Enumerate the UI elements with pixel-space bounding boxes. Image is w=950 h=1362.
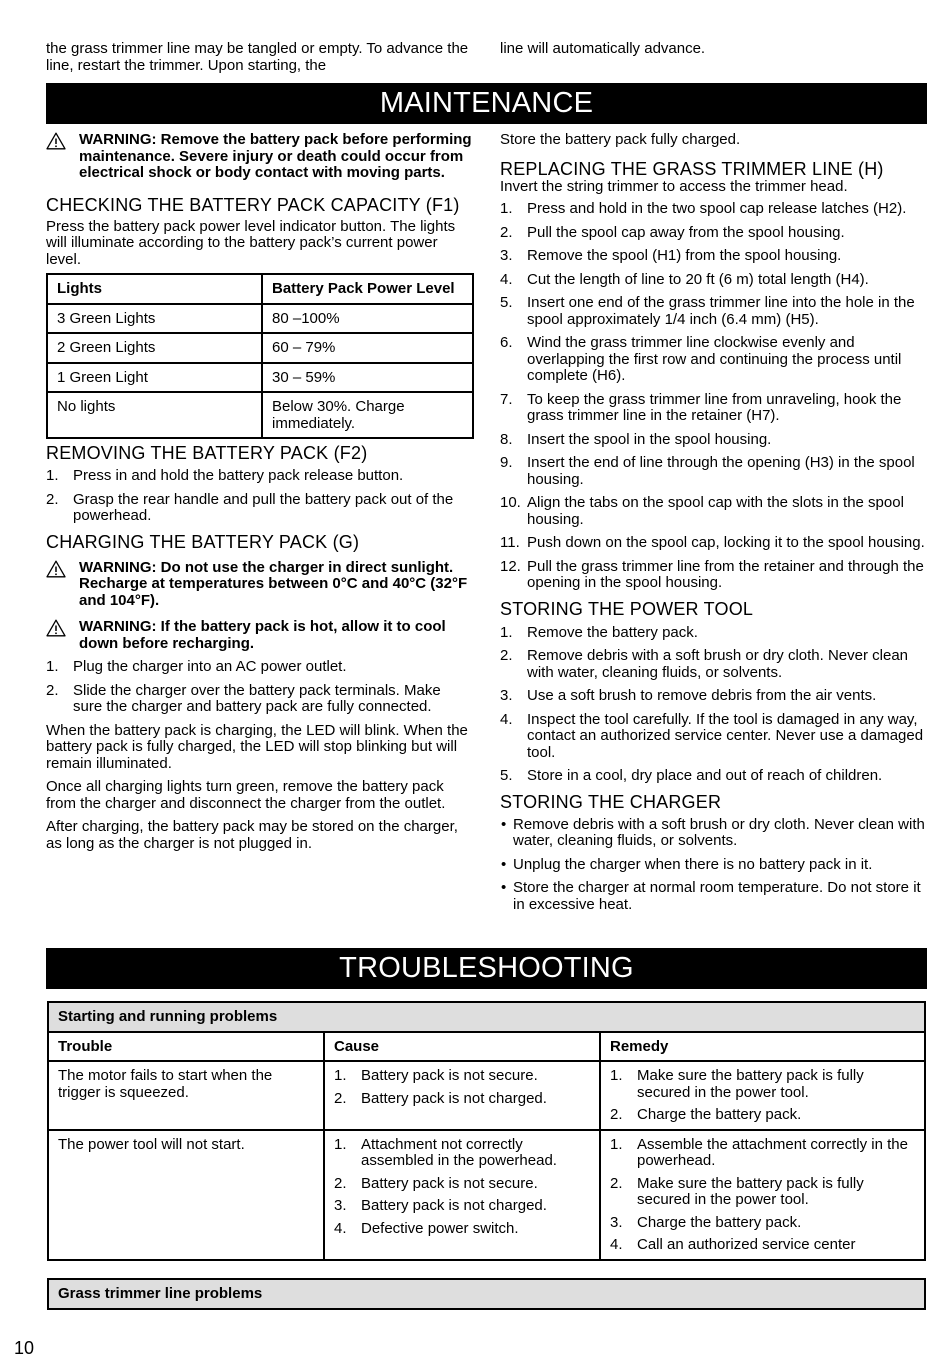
step-text: Wind the grass trimmer line clockwise evenly and overlapping the first row and continuing the process until complete (H6). [527,334,902,384]
step-number: 1. [334,1067,347,1084]
step-text: Battery pack is not charged. [361,1089,547,1107]
checking-capacity-text: Press the battery pack power level indicator button. The lights will illuminate according to the battery pack’s current power level. [46,217,456,268]
step-number: 2. [610,1106,623,1123]
step-number: 2. [500,647,513,664]
step-text: Grasp the rear handle and pull the battery pack out of the powerhead. [73,490,454,524]
step-text: Remove the spool (H1) from the spool housing. [527,247,842,264]
list-item [500,248,928,265]
step-text: Make sure the battery pack is fully secured in the power tool. [637,1067,864,1101]
list-item [500,335,928,385]
charging-complete-paragraph: Once all charging lights turn green, remove the battery pack from the charger and disconnect the charger from the outlet. [46,778,446,812]
step-text: Make sure the battery pack is fully secured in the power tool. [637,1174,864,1208]
list-item [500,535,928,552]
step-text: Press in and hold the battery pack release button. [73,467,404,484]
step-number: 1. [500,623,513,641]
list-item [610,1176,915,1209]
step-text: Inspect the tool carefully. If the tool is damaged in any way, contact an authorized service center. Never use a damaged tool. [527,710,924,761]
step-number: 2. [500,223,513,241]
list-item [334,1221,590,1238]
step-number: 1. [46,467,59,484]
warning-icon [46,132,66,150]
list-item [500,455,928,488]
step-number: 4. [334,1219,347,1237]
list-item [500,712,928,762]
trouble-cell: The power tool will not start. [48,1130,324,1260]
store-charged-text: Store the battery pack fully charged. [500,131,741,148]
step-text: Charge the battery pack. [637,1106,802,1123]
list-item: • Unplug the charger when there is no battery pack in it. [500,857,928,874]
charging-led-paragraph: When the battery pack is charging, the LED will blink. When the battery pack is fully charged, the LED will stop blinking but will remain illuminated. [46,721,468,772]
step-number: 3. [500,687,513,704]
maintenance-right-column [500,132,928,920]
warning-icon [46,619,66,637]
remedy-list [610,1068,915,1124]
column-header-remedy: Remedy [600,1032,925,1062]
step-text: Remove debris with a soft brush or dry cloth. Never clean with water, cleaning fluids, or solvents. [527,647,908,681]
step-text: Assemble the attachment correctly in the powerhead. [637,1135,908,1169]
replacing-line-heading: REPLACING THE GRASS TRIMMER LINE (H) [500,158,884,179]
list-item [500,495,928,528]
line-problems-table [47,1278,926,1310]
list-item [500,625,928,642]
list-item [500,768,928,785]
storing-tool-steps [500,625,928,785]
step-text: Store in a cool, dry place and out of reach of children. [527,767,883,784]
table-header-row [47,274,473,304]
list-item [334,1137,590,1170]
table-row [47,333,473,363]
table-row [47,304,473,334]
list-item [500,295,928,328]
step-number: 7. [500,390,513,408]
column-header-trouble: Trouble [48,1032,324,1062]
table-row [48,1061,925,1130]
step-text: Insert one end of the grass trimmer line into the hole in the spool approximately 1/4 inch (6.4 mm) (H5). [527,294,915,328]
step-number: 4. [500,270,513,288]
remedy-cell [600,1061,925,1130]
charging-battery-heading: CHARGING THE BATTERY PACK (G) [46,531,360,552]
list-item [610,1107,915,1124]
replacing-line-steps [500,201,928,592]
step-number: 4. [500,710,513,728]
table-title-row [48,1002,925,1032]
step-number: 1. [610,1067,623,1084]
step-number: 5. [500,767,513,784]
list-item [334,1091,590,1108]
cause-cell [324,1061,600,1130]
list-item [500,559,928,592]
list-item [610,1215,915,1232]
step-number: 5. [500,294,513,311]
table-row [47,363,473,393]
checking-capacity-heading: CHECKING THE BATTERY PACK CAPACITY (F1) [46,194,460,215]
list-item: • Store the charger at normal room temperature. Do not store it in excessive heat. [500,880,928,913]
step-number: 9. [500,454,513,471]
table-cell-level: 60 – 79% [262,333,473,363]
list-item [334,1198,590,1215]
step-number: 1. [46,658,59,675]
cause-list [334,1137,590,1238]
maintenance-left-column [46,132,474,852]
storing-charger-heading: STORING THE CHARGER [500,791,722,812]
step-number: 8. [500,430,513,448]
step-text: Align the tabs on the spool cap with the slots in the spool housing. [527,494,904,528]
list-item [500,392,928,425]
table-header-lights: Lights [47,274,262,304]
list-item [46,659,474,676]
table-cell-lights: 2 Green Lights [47,333,262,363]
starting-problems-heading: Starting and running problems [48,1002,925,1032]
step-number: 11. [500,534,520,551]
step-text: Slide the charger over the battery pack terminals. Make sure the charger and battery pack are fully connected. [73,681,441,715]
table-title-row [48,1279,925,1309]
table-cell-lights: 1 Green Light [47,363,262,393]
column-header-cause: Cause [324,1032,600,1062]
list-item [500,648,928,681]
warning-text: WARNING: Do not use the charger in direct sunlight. Recharge at temperatures between 0°C and 40°C (32°F and 104°F). [79,558,468,609]
list-item [500,201,928,218]
continued-text-right: line will automatically advance. [500,40,706,57]
step-text: Pull the spool cap away from the spool housing. [527,223,845,241]
table-cell-level: Below 30%. Charge immediately. [262,392,473,438]
step-text: Charge the battery pack. [637,1213,802,1231]
step-text: Insert the end of line through the opening (H3) in the spool housing. [527,454,915,488]
storing-tool-heading: STORING THE POWER TOOL [500,598,754,619]
remedy-cell [600,1130,925,1260]
step-number: 1. [610,1135,623,1153]
table-row [48,1130,925,1260]
step-number: 2. [46,490,59,508]
step-number: 4. [610,1236,623,1253]
list-item [46,492,474,525]
table-header-row [48,1032,925,1062]
step-number: 2. [610,1174,623,1192]
step-text: Insert the spool in the spool housing. [527,430,772,448]
removing-battery-steps [46,468,474,525]
cause-cell [324,1130,600,1260]
list-item [500,225,928,242]
list-item [46,468,474,485]
step-number: 2. [334,1174,347,1192]
step-text: Battery pack is not secure. [361,1067,538,1084]
list-item [500,432,928,449]
replacing-line-intro: Invert the string trimmer to access the trimmer head. [500,177,848,195]
list-item [334,1176,590,1193]
step-text: To keep the grass trimmer line from unraveling, hook the grass trimmer line in the retainer (H7). [527,390,902,424]
charging-steps [46,659,474,716]
storing-charger-bullets [500,817,928,914]
starting-problems-table [47,1001,926,1261]
warning-icon [46,560,66,578]
continued-text-left: the grass trimmer line may be tangled or empty. To advance the line, restart the trimmer. Upon starting, the [46,40,469,74]
table-header-power-level: Battery Pack Power Level [262,274,473,304]
list-item [500,688,928,705]
warning-text: WARNING: If the battery pack is hot, allow it to cool down before recharging. [79,618,446,652]
table-row [47,392,473,438]
line-problems-heading: Grass trimmer line problems [48,1279,925,1309]
step-text: Pull the grass trimmer line from the retainer and through the opening in the spool housing. [527,557,924,591]
step-text: Defective power switch. [361,1219,519,1237]
warning-battery-hot [46,619,474,652]
step-text: Battery pack is not charged. [361,1197,547,1214]
step-text: Press and hold in the two spool cap release latches (H2). [527,200,907,217]
step-text: Battery pack is not secure. [361,1174,538,1192]
list-item [500,272,928,289]
step-text: Attachment not correctly assembled in the powerhead. [361,1135,557,1169]
maintenance-banner: MAINTENANCE [46,83,927,124]
warning-direct-sunlight [46,560,474,610]
table-cell-lights: No lights [47,392,262,438]
step-text: Plug the charger into an AC power outlet. [73,658,347,675]
warning-text: WARNING: Remove the battery pack before performing maintenance. Severe injury or death could occur from electrical shock or body contact with moving parts. [79,131,472,181]
step-text: Call an authorized service center [637,1236,856,1253]
list-item [610,1137,915,1170]
step-text: Cut the length of line to 20 ft (6 m) total length (H4). [527,270,869,288]
trouble-cell: The motor fails to start when the trigger is squeezed. [48,1061,324,1130]
step-number: 2. [334,1089,347,1107]
page-number: 10 [14,1338,35,1358]
warning-remove-battery [46,132,474,182]
list-item [46,683,474,716]
after-charging-paragraph: After charging, the battery pack may be stored on the charger, as long as the charger is not plugged in. [46,818,458,852]
cause-list [334,1068,590,1107]
list-item [334,1068,590,1085]
list-item [610,1237,915,1254]
step-number: 3. [610,1213,623,1231]
step-number: 3. [500,247,513,264]
remedy-list [610,1137,915,1254]
step-number: 1. [334,1135,347,1153]
table-cell-level: 30 – 59% [262,363,473,393]
battery-level-table [46,273,474,439]
step-text: Push down on the spool cap, locking it to the spool housing. [527,534,925,551]
table-cell-level: 80 –100% [262,304,473,334]
removing-battery-heading: REMOVING THE BATTERY PACK (F2) [46,443,368,463]
step-number: 6. [500,334,513,351]
step-text: Remove the battery pack. [527,623,698,641]
step-text: Use a soft brush to remove debris from the air vents. [527,687,877,704]
step-number: 3. [334,1197,347,1214]
table-cell-lights: 3 Green Lights [47,304,262,334]
list-item [610,1068,915,1101]
list-item: • Remove debris with a soft brush or dry cloth. Never clean with water, cleaning fluids, or solvents. [500,817,928,850]
step-number: 10. [500,494,521,511]
step-number: 12. [500,557,521,575]
step-number: 2. [46,681,59,699]
troubleshooting-banner: TROUBLESHOOTING [46,948,927,989]
step-number: 1. [500,200,513,217]
